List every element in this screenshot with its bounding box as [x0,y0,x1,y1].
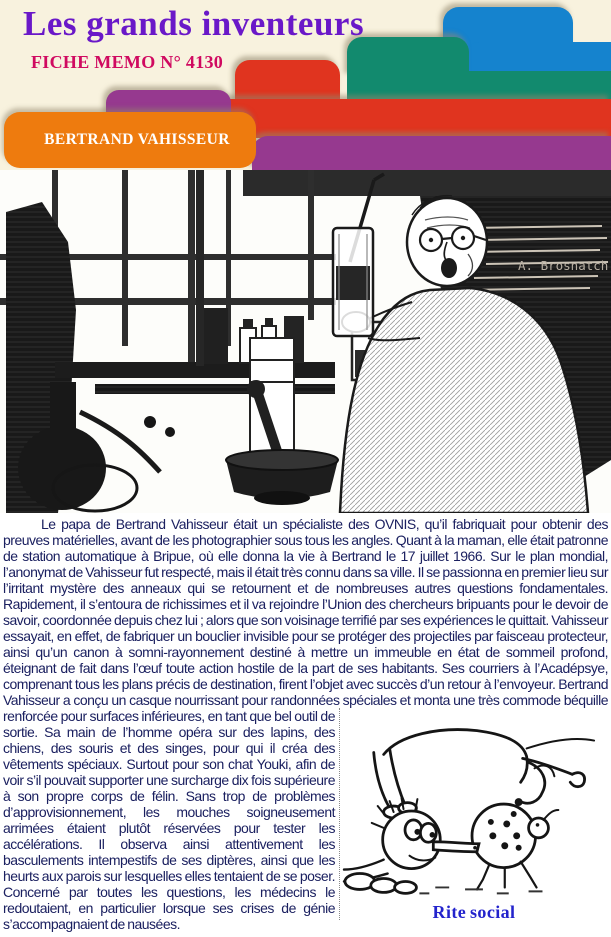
article-text [0,513,611,932]
ground-strokes [419,887,542,893]
folder-tab-red-body [212,99,611,138]
figure-caption: Rite social [432,902,516,922]
bug-body [472,804,536,868]
figure-container [339,708,608,920]
open-mouth [441,258,457,278]
dog-head [520,762,545,803]
laboratory-etching-illustration [0,170,611,513]
header [0,0,611,170]
monkey-snout [433,842,479,852]
article-part2: béquille renforcée pour surfaces inférieures, en tant que bel outil de sortie. Sa main de l’homme opéra sur des lapins, des chiens, des souris et des singes, pour qui il créa des vêtements spéciaux. Surtout pour son chat Youki, afin de voir s’il pouvait supporter une surcharge dix fois supérieure à son propre corps de félin. Sans trop de problèmes d’approvisionnement, les mouches soigneusement arrimées étaient plutôt réservées pour tester les accélérations. Il observa ainsi attentivement les basculements intempestifs de ses diptères, ainsi que les heurts aux parois sur lesquelles elles tentaient de se poser. Concerné par toutes les questions, les médecins le redoutaient, en particulier lorsque ses crises de génie s’accompagnaient de nausées. [3,692,608,932]
folder-tab-purple-body [252,136,611,170]
article-part1: Le papa de Bertrand Vahisseur était un spécialiste des OVNIS, qu’il fabriquait pour obtenir des preuves matérielles, avant de les photographier sous tous les angles. Quant à la maman, elle était patronne de station automatique à Bripue, où elle donna la vie à Bertrand le 17 juillet 1966. Sur le plan mondial, l’anonymat de Vahisseur fut respecté, mais il était très connu dans sa ville. Il se passionna en premier lieu sur l’irritant mystère des anneaux qui se retournent et de nombreuses autres questions fondamentales. Rapidement, il s’entoura de richissimes et il va rejoindre l’Union des chercheurs bripuants pour le devoir de savoir, coordonnée depuis chez lui ; alors que son voisinage terrifié par ses expériences le quittait. Vahisseur essayait, en effet, de fabriquer un bouclier invisible pour se protéger des projectiles par faisceau protecteur, ainsi qu’un canon à somni-rayonnement destiné à mettre un immeuble en état de sommeil profond, éteignant de fait dans l’œuf toute action hostile de la part de ses habitants. Ses courriers à l’Acadépsye, comprenant tous les plans précis de destination, firent l’objet avec succès d’un retour à l’envoyeur. Bertrand Vahisseur a conçu un casque nourrissant pour randonnées spéciales et monta une très commode [3,516,608,708]
inventor-name-label: BERTRAND VAHISSEUR [44,131,230,148]
bug-head [529,818,549,838]
rite-social-cartoon [340,724,606,902]
artist-signature: A. Brosnatch [518,258,609,273]
folder-tab-orange [4,112,256,168]
scan-gray-strip [243,170,611,196]
page-title: Les grands inventeurs [23,4,365,43]
dog-nose [515,798,523,806]
dog-body [384,730,528,783]
fiche-memo-number: FICHE MEMO N° 4130 [31,52,224,72]
